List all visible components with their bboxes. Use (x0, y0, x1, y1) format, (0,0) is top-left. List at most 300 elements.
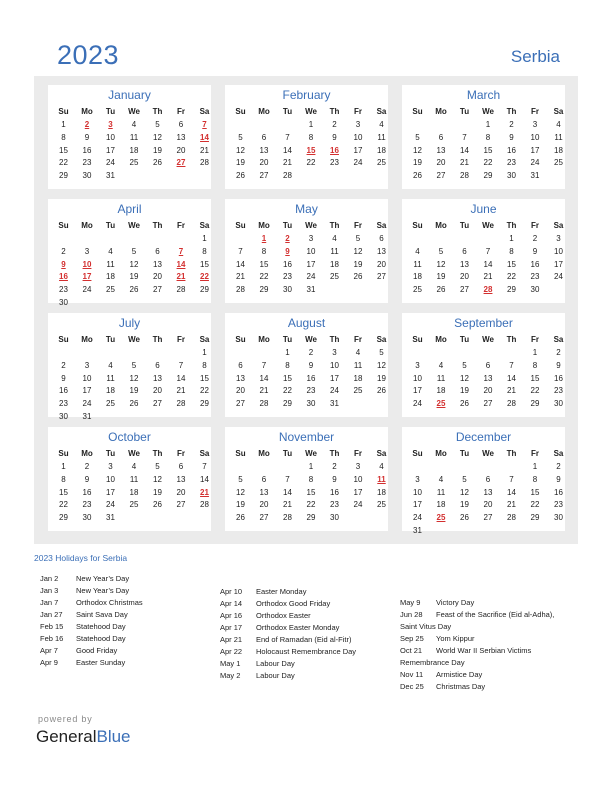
calendar-date: 4 (131, 462, 137, 471)
weekday-header: We (482, 221, 494, 230)
calendar-date: 3 (355, 462, 361, 471)
holiday-entry (40, 610, 128, 619)
calendar-date: 22 (306, 158, 316, 168)
calendar-date: 25 (413, 285, 422, 295)
holiday-date-label: Apr 21 (220, 635, 243, 644)
calendar-date: 2 (61, 360, 66, 370)
holiday-date-label: Apr 14 (220, 599, 243, 608)
calendar-date: 21 (507, 386, 516, 396)
calendar-date: 25 (377, 500, 386, 510)
weekday-header: Su (58, 107, 69, 116)
calendar-date: 8 (509, 246, 514, 256)
calendar-date: 19 (460, 500, 469, 510)
calendar-date: 24 (554, 272, 563, 282)
page-year-title: 2023 (57, 40, 120, 70)
calendar-date: 23 (59, 399, 68, 409)
calendar-date: 22 (59, 500, 68, 510)
calendar-date: 9 (509, 132, 514, 142)
calendar-date: 29 (59, 171, 68, 181)
holiday-date: 14 (200, 132, 209, 142)
calendar-date: 2 (532, 234, 538, 243)
calendar-date: 15 (530, 373, 540, 383)
weekday-header: Fr (354, 107, 362, 116)
calendar-date: 19 (353, 259, 363, 269)
calendar-date: 28 (283, 513, 292, 523)
holiday-date-label: Feb 15 (40, 622, 64, 631)
calendar-date: 9 (84, 132, 90, 142)
calendar-date: 23 (530, 272, 540, 282)
holiday-name: World War II Serbian Victims (436, 646, 532, 655)
weekday-header: Th (152, 335, 163, 344)
weekday-header: Mo (435, 335, 447, 344)
calendar-date: 26 (236, 513, 245, 523)
calendar-date: 16 (507, 145, 516, 155)
holiday-date-label: Jan 7 (40, 598, 59, 607)
holiday-date: 25 (436, 399, 446, 409)
calendar-date: 8 (532, 360, 538, 370)
calendar-date: 22 (59, 158, 68, 168)
weekday-header: Su (235, 449, 246, 458)
calendar-date: 1 (485, 120, 491, 129)
calendar-date: 23 (283, 272, 292, 282)
calendar-date: 27 (176, 500, 186, 510)
calendar-date: 30 (82, 513, 92, 523)
holiday-date: 9 (61, 259, 66, 269)
calendar-date: 6 (438, 132, 444, 142)
holiday-date-label: Dec 25 (400, 682, 424, 691)
weekday-header: Mo (81, 449, 93, 458)
calendar-date: 7 (509, 474, 514, 484)
calendar-date: 21 (259, 386, 269, 396)
calendar-date: 26 (129, 285, 139, 295)
weekday-header: Su (58, 449, 69, 458)
calendar-date: 23 (330, 500, 339, 510)
calendar-date: 27 (460, 285, 469, 295)
calendar-date: 9 (308, 360, 314, 370)
weekday-header: Sa (553, 449, 564, 458)
calendar-date: 17 (106, 487, 115, 497)
calendar-date: 25 (129, 500, 139, 510)
calendar-date: 25 (330, 272, 339, 282)
calendar-date: 19 (153, 145, 162, 155)
calendar-date: 8 (532, 474, 538, 484)
weekday-header: Sa (553, 221, 564, 230)
weekday-header: Fr (354, 335, 362, 344)
calendar-date: 28 (507, 399, 516, 409)
calendar-date: 31 (306, 285, 316, 295)
holiday-date: 7 (202, 120, 207, 129)
holiday-name: Statehood Day (76, 622, 126, 631)
brand-general: General (36, 727, 97, 746)
weekday-header: Th (506, 449, 517, 458)
weekday-header: Fr (354, 449, 362, 458)
calendar-date: 7 (485, 246, 491, 256)
calendar-date: 14 (483, 259, 493, 269)
calendar-date: 8 (261, 246, 267, 256)
calendar-date: 11 (554, 132, 563, 142)
calendar-date: 19 (413, 158, 422, 168)
weekday-header: Th (506, 335, 517, 344)
weekday-header: Sa (376, 335, 387, 344)
calendar-date: 21 (283, 500, 292, 510)
weekday-header: Mo (81, 335, 93, 344)
holiday-entry (400, 610, 554, 619)
calendar-date: 17 (82, 386, 92, 396)
weekday-header: Mo (258, 221, 270, 230)
calendar-date: 22 (530, 500, 540, 510)
holiday-name: Armistice Day (436, 670, 483, 679)
calendar-date: 4 (379, 120, 384, 129)
holiday-date-label: Apr 16 (220, 611, 243, 620)
holiday-date: 22 (200, 272, 209, 282)
calendar-date: 2 (61, 246, 66, 256)
calendar-date: 10 (330, 360, 339, 370)
calendar-date: 18 (436, 386, 446, 396)
holiday-date: 21 (200, 487, 209, 497)
weekday-header: We (482, 335, 494, 344)
calendar-date: 6 (155, 246, 160, 256)
calendar-date: 13 (436, 145, 446, 155)
holiday-date: 3 (108, 120, 113, 129)
calendar-date: 3 (415, 474, 420, 484)
weekday-header: We (305, 335, 317, 344)
calendar-date: 28 (259, 399, 269, 409)
calendar-date: 6 (485, 360, 491, 370)
calendar-date: 19 (153, 487, 162, 497)
calendar-date: 10 (413, 487, 422, 497)
holiday-date-label: Apr 9 (40, 658, 58, 667)
calendar-date: 30 (507, 171, 516, 181)
month-name: March (466, 88, 501, 102)
month-may (225, 199, 388, 303)
calendar-date: 17 (554, 259, 563, 269)
calendar-date: 19 (436, 272, 446, 282)
weekday-header: Fr (177, 335, 185, 344)
calendar-date: 31 (530, 171, 540, 181)
weekday-header: Fr (531, 221, 539, 230)
calendar-date: 4 (415, 246, 420, 256)
holiday-entry (400, 682, 485, 691)
holiday-date-label: May 2 (220, 671, 241, 680)
calendar-date: 11 (129, 132, 139, 142)
calendar-date: 20 (153, 386, 162, 396)
calendar-date: 24 (106, 500, 115, 510)
holiday-name: Orthodox Good Friday (256, 599, 331, 608)
calendar-date: 29 (283, 399, 292, 409)
calendar-date: 12 (353, 246, 363, 256)
holiday-name: Easter Sunday (76, 658, 126, 667)
holidays-title: 2023 Holidays for Serbia (34, 553, 128, 563)
calendar-date: 5 (379, 348, 384, 357)
calendar-date: 27 (436, 171, 446, 181)
weekday-header: Tu (105, 449, 116, 458)
calendar-date: 17 (106, 145, 115, 155)
calendar-date: 19 (236, 158, 245, 168)
calendar-date: 28 (200, 500, 209, 510)
calendar-date: 16 (82, 487, 92, 497)
weekday-header: Fr (531, 107, 539, 116)
holiday-entry (220, 611, 311, 620)
calendar-date: 31 (106, 171, 115, 181)
calendar-date: 11 (129, 474, 139, 484)
calendar-date: 23 (554, 500, 563, 510)
calendar-date: 2 (556, 462, 561, 471)
calendar-date: 8 (308, 132, 314, 142)
holiday-entry (40, 574, 129, 583)
holiday-name: End of Ramadan (Eid al-Fitr) (256, 635, 352, 644)
calendar-date: 27 (483, 399, 493, 409)
month-name: December (455, 430, 512, 444)
calendar-date: 9 (556, 360, 561, 370)
calendar-date: 4 (108, 360, 113, 370)
calendar-date: 4 (131, 120, 137, 129)
calendar-date: 8 (61, 132, 66, 142)
calendar-date: 9 (556, 474, 561, 484)
calendar-date: 16 (554, 487, 563, 497)
calendar-date: 7 (285, 474, 290, 484)
calendar-date: 10 (413, 373, 422, 383)
holiday-date: 27 (176, 158, 186, 168)
weekday-header: Tu (459, 335, 470, 344)
calendar-date: 28 (507, 513, 516, 523)
calendar-date: 10 (106, 132, 115, 142)
calendar-date: 6 (379, 234, 384, 243)
month-june (402, 199, 565, 303)
weekday-header: We (305, 107, 317, 116)
calendar-date: 15 (306, 487, 316, 497)
calendar-date: 8 (308, 474, 314, 484)
weekday-header: We (305, 221, 317, 230)
weekday-header: Fr (177, 107, 185, 116)
calendar-date: 5 (131, 246, 137, 256)
calendar-date: 7 (462, 132, 467, 142)
calendar-date: 7 (178, 360, 184, 370)
weekday-header: Sa (376, 449, 387, 458)
calendar-date: 29 (530, 513, 540, 523)
weekday-header: We (482, 107, 494, 116)
calendar-date: 28 (176, 399, 186, 409)
month-november (225, 427, 388, 531)
weekday-header: Su (58, 335, 69, 344)
holiday-name: Labour Day (256, 671, 295, 680)
weekday-header: Mo (258, 335, 270, 344)
calendar-date: 17 (306, 259, 316, 269)
holiday-date: 15 (306, 145, 316, 155)
calendar-date: 28 (236, 285, 245, 295)
calendar-date: 22 (306, 500, 316, 510)
calendar-date: 21 (507, 500, 516, 510)
calendar-date: 1 (285, 348, 290, 357)
calendar-date: 7 (509, 360, 514, 370)
calendar-date: 22 (200, 386, 209, 396)
calendar-date: 31 (413, 526, 422, 535)
month-name: October (108, 430, 151, 444)
calendar-date: 29 (200, 399, 209, 409)
calendar-date: 27 (259, 171, 269, 181)
calendar-date: 6 (261, 132, 267, 142)
calendar-date: 28 (200, 158, 209, 168)
calendar-date: 13 (176, 474, 186, 484)
calendar-date: 2 (84, 462, 90, 471)
holiday-date-label: Apr 7 (40, 646, 58, 655)
calendar-date: 6 (462, 246, 467, 256)
holiday-name: Orthodox Christmas (76, 598, 143, 607)
calendar-date: 18 (106, 272, 115, 282)
holiday-date: 10 (82, 259, 92, 269)
holiday-date-label: May 9 (400, 598, 421, 607)
calendar-date: 24 (530, 158, 540, 168)
holiday-date-label: Jan 3 (40, 586, 59, 595)
month-name: February (282, 88, 331, 102)
calendar-date: 26 (413, 171, 422, 181)
calendar-date: 30 (59, 298, 68, 307)
calendar-date: 21 (460, 158, 469, 168)
calendar-date: 31 (106, 513, 115, 523)
calendar-date: 16 (530, 259, 540, 269)
weekday-header: We (482, 449, 494, 458)
weekday-header: Tu (282, 335, 293, 344)
weekday-header: Sa (376, 221, 387, 230)
weekday-header: We (128, 107, 140, 116)
calendar-date: 18 (436, 500, 446, 510)
month-march (402, 85, 565, 189)
calendar-date: 2 (556, 348, 561, 357)
calendar-date: 26 (377, 386, 386, 396)
holiday-date: 1 (261, 234, 267, 243)
calendar-date: 16 (59, 386, 68, 396)
calendar-date: 18 (129, 487, 139, 497)
calendar-date: 14 (259, 373, 269, 383)
calendar-date: 18 (330, 259, 339, 269)
calendar-date: 26 (153, 158, 162, 168)
holiday-date-label: Jun 28 (400, 610, 423, 619)
calendar-date: 12 (129, 259, 139, 269)
calendar-date: 31 (82, 412, 92, 421)
calendar-date: 15 (483, 145, 493, 155)
calendar-date: 14 (236, 259, 245, 269)
weekday-header: Th (152, 449, 163, 458)
calendar-date: 7 (238, 246, 243, 256)
calendar-date: 27 (483, 513, 493, 523)
calendar-date: 15 (59, 145, 68, 155)
holiday-date-label: Feb 16 (40, 634, 64, 643)
weekday-header: Sa (553, 335, 564, 344)
month-name: April (117, 202, 142, 216)
calendar-date: 20 (153, 272, 162, 282)
weekday-header: Th (329, 221, 340, 230)
calendar-date: 14 (200, 474, 209, 484)
holiday-entry (220, 587, 306, 596)
calendar-date: 8 (485, 132, 491, 142)
calendar-date: 28 (283, 171, 292, 181)
calendar-date: 10 (554, 246, 563, 256)
holiday-name: Saint Vitus Day (400, 622, 452, 631)
weekday-header: Sa (199, 449, 210, 458)
calendar-date: 13 (460, 259, 469, 269)
calendar-date: 16 (82, 145, 92, 155)
calendar-date: 21 (283, 158, 292, 168)
weekday-header: Sa (376, 107, 387, 116)
calendar-date: 10 (530, 132, 540, 142)
holiday-entry (40, 586, 129, 595)
weekday-header: Th (506, 221, 517, 230)
calendar-date: 12 (436, 259, 446, 269)
holiday-name: Good Friday (76, 646, 118, 655)
calendar-date: 22 (530, 386, 540, 396)
calendar-date: 10 (353, 132, 363, 142)
calendar-date: 14 (283, 487, 292, 497)
calendar-date: 29 (306, 513, 316, 523)
calendar-date: 25 (106, 285, 115, 295)
holiday-date: 7 (178, 246, 184, 256)
calendar-date: 23 (82, 500, 92, 510)
calendar-date: 13 (153, 373, 162, 383)
calendar-date: 5 (415, 132, 420, 142)
calendar-date: 17 (353, 145, 363, 155)
calendar-date: 8 (285, 360, 290, 370)
calendar-date: 21 (483, 272, 493, 282)
calendar-date: 12 (460, 373, 469, 383)
calendar-date: 6 (178, 462, 184, 471)
calendar-date: 24 (353, 158, 363, 168)
holiday-date-label: Apr 17 (220, 623, 243, 632)
calendar-date: 10 (306, 246, 316, 256)
calendar-date: 11 (353, 360, 363, 370)
holiday-date-label: May 1 (220, 659, 241, 668)
calendar-date: 16 (554, 373, 563, 383)
calendar-date: 21 (176, 386, 186, 396)
calendar-date: 25 (377, 158, 386, 168)
weekday-header: Su (235, 221, 246, 230)
holiday-name: New Year’s Day (76, 586, 130, 595)
month-july (48, 313, 211, 421)
calendar-date: 10 (106, 474, 115, 484)
calendar-date: 6 (238, 360, 243, 370)
calendar-date: 3 (84, 360, 90, 370)
calendar-date: 6 (485, 474, 491, 484)
calendar-date: 14 (507, 487, 516, 497)
calendar-date: 3 (84, 246, 90, 256)
calendar-date: 2 (308, 348, 314, 357)
holiday-entry (220, 623, 339, 632)
calendar-date: 18 (129, 145, 139, 155)
calendar-date: 23 (507, 158, 516, 168)
calendar-date: 13 (483, 487, 493, 497)
calendar-date: 9 (84, 474, 90, 484)
weekday-header: Mo (435, 449, 447, 458)
weekday-header: Tu (105, 221, 116, 230)
weekday-header: Th (152, 107, 163, 116)
calendar-date: 29 (483, 171, 493, 181)
calendar-date: 25 (353, 386, 363, 396)
holiday-date: 2 (285, 234, 290, 243)
holiday-entry (220, 635, 351, 644)
holiday-date-label: Apr 10 (220, 587, 243, 596)
calendar-date: 23 (82, 158, 92, 168)
calendar-date: 20 (436, 158, 446, 168)
holiday-date-label: Jan 27 (40, 610, 63, 619)
calendar-date: 29 (507, 285, 516, 295)
calendar-date: 14 (283, 145, 292, 155)
calendar-date: 15 (259, 259, 269, 269)
calendar-date: 18 (413, 272, 422, 282)
holiday-entry (400, 646, 531, 655)
holiday-date: 16 (59, 272, 68, 282)
weekday-header: Sa (199, 221, 210, 230)
holiday-date: 28 (483, 285, 493, 295)
month-name: September (454, 316, 513, 330)
calendar-date: 2 (332, 120, 337, 129)
